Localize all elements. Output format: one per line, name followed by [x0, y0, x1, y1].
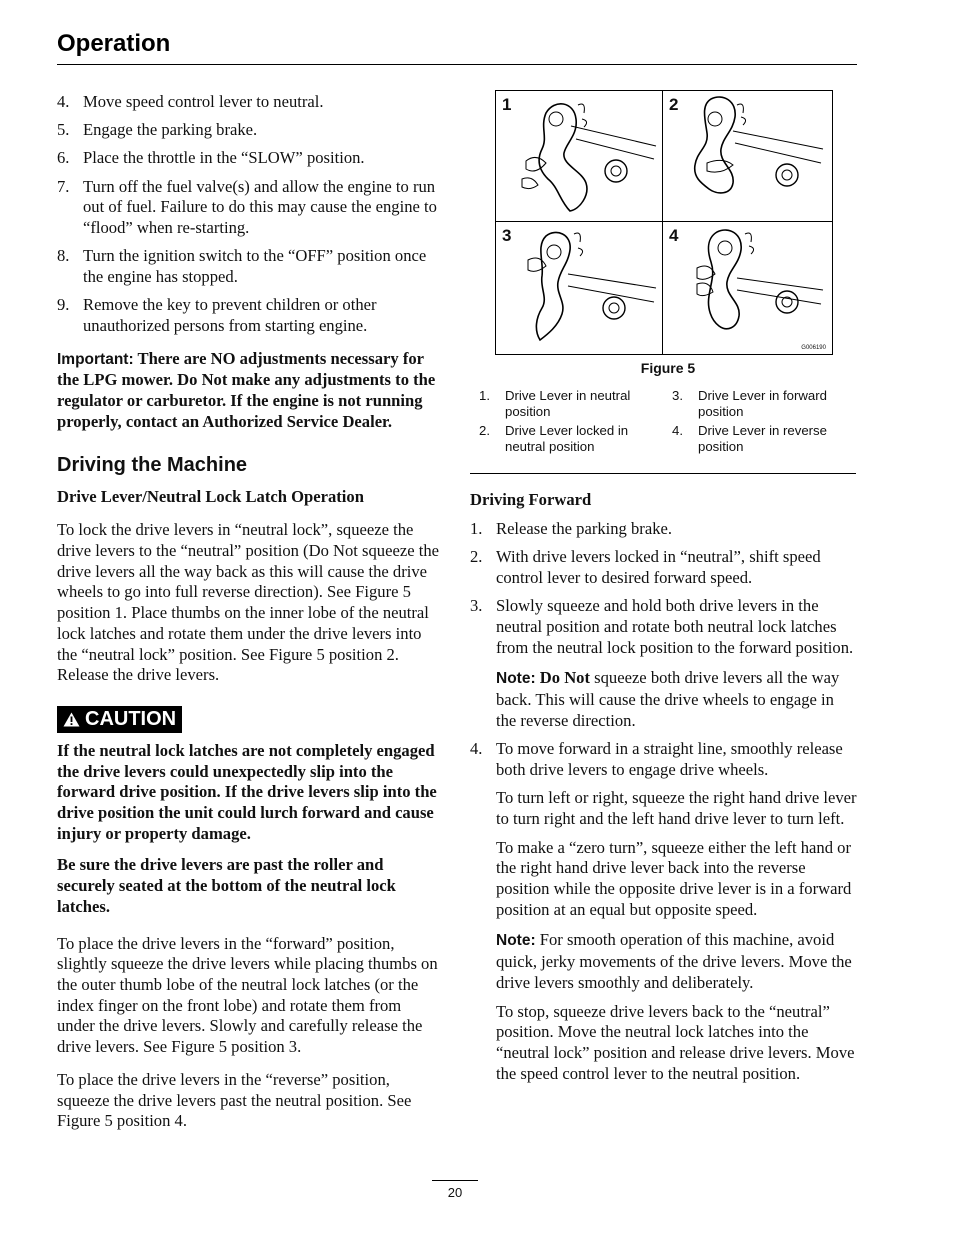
step-text: Move speed control lever to neutral.: [83, 92, 324, 111]
header-divider: [57, 64, 857, 65]
step-number: 6.: [57, 148, 70, 168]
drive-lever-neutral-illustration: [496, 91, 662, 221]
step-text: Turn off the fuel valve(s) and allow the engine to run out of fuel. Failure to do this may cause the engine to “flood” when re-starting.: [83, 176, 437, 238]
section-title: Driving the Machine: [57, 454, 248, 477]
page-title: Operation: [57, 30, 171, 57]
panel-number: 3: [502, 226, 512, 245]
paragraph: To place the drive levers in the “reverse” position, squeeze the drive levers past the neutral position. See Figure 5 position 4.: [57, 1069, 412, 1131]
caution-text: If the neutral lock latches are not completely engaged the drive levers could unexpectedly slip into the forward drive position. If the drive levers slip into the drive position the unit could lurch forward and cause injury or property damage.: [57, 740, 437, 843]
right-column: [470, 90, 858, 1092]
drive-lever-locked-illustration: [663, 91, 829, 221]
paragraph: To lock the drive levers in “neutral lock”, squeeze the drive levers to the “neutral” position (Do Not squeeze the drive levers all the way back as this will cause the drive wheels to go into full reverse direction). See Figure 5 position 1. Place thumbs on the inner lobe of the neutral lock latches and rotate them under the drive levers into the “neutral lock” position. See Figure 5 position 2. Release the drive levers.: [57, 520, 439, 685]
list-item: [57, 120, 443, 141]
step-text: Turn the ignition switch to the “OFF” position once the engine has stopped.: [83, 246, 427, 286]
note-text: squeeze both drive levers all the way back. This will cause the drive wheels to engage in the reverse direction.: [496, 668, 840, 730]
legend-item: 1. Drive Lever in neutral position: [479, 388, 631, 419]
caution-label: CAUTION: [85, 707, 177, 730]
important-text: There are NO adjustments necessary for the LPG mower. Do Not make any adjustments to the regulator or carburetor. If the engine is not running properly, contact an Authorized Service Dealer.: [57, 348, 436, 431]
figure-panel-1: [496, 91, 662, 221]
panel-number: 1: [502, 95, 512, 114]
note: [470, 930, 858, 993]
panel-number: 2: [669, 95, 679, 114]
drive-lever-forward-illustration: [496, 222, 662, 352]
driving-forward-steps-continued: [470, 739, 858, 780]
list-item: [57, 295, 443, 336]
figure-panel-2: [663, 91, 829, 221]
list-item: 3. Slowly squeeze and hold both drive levers in the neutral position and rotate both neutral lock latches from the neutral lock position to the forward position.: [470, 596, 854, 657]
note-text: For smooth operation of this machine, avoid quick, jerky movements of the drive levers. Move the drive levers smoothly and deliberately.: [496, 930, 852, 992]
paragraph: To place the drive levers in the “forward” position, slightly squeeze the drive levers while placing thumbs on the outer thumb lobe of the neutral lock latches (or the index finger on the front lobe) and rotate them from under the drive levers. Slowly and carefully release the drive levers. See Figure 5 position 3.: [57, 933, 438, 1057]
step-text: Engage the parking brake.: [83, 120, 258, 140]
subsection-title: Driving Forward: [470, 490, 592, 509]
figure-5: [495, 90, 833, 355]
note: [470, 668, 858, 731]
important-notice: [57, 349, 443, 433]
figure-panel-4: [663, 222, 829, 352]
list-item: 4. To move forward in a straight line, smoothly release both drive levers to engage drive wheels.: [470, 739, 843, 780]
step-number: 5.: [57, 120, 70, 140]
note-emphasis: Do Not: [539, 668, 591, 688]
figure-panel-3: [496, 222, 662, 352]
step-number: 4.: [57, 92, 70, 111]
list-item: 1. Release the parking brake.: [470, 519, 673, 538]
panel-number: 4: [669, 226, 679, 245]
step-number: 9.: [57, 295, 70, 315]
left-column: [57, 92, 443, 1144]
subsection-title: Drive Lever/Neutral Lock Latch Operation: [57, 487, 364, 507]
note-label: Note:: [496, 932, 536, 950]
legend-item: 2. Drive Lever locked in neutral position: [479, 423, 629, 454]
list-item: [57, 92, 443, 113]
driving-forward-steps: [470, 519, 858, 658]
list-item: 2. With drive levers locked in “neutral”, shift speed control lever to desired forward speed.: [470, 547, 821, 587]
footer-divider: [432, 1180, 478, 1181]
figure-divider: [470, 473, 856, 474]
paragraph: To turn left or right, squeeze the right hand drive lever to turn right and the left hand drive lever to turn left.: [496, 788, 857, 828]
figure-legend: [470, 388, 858, 455]
paragraph: To make a “zero turn”, squeeze either the left hand or the right hand drive lever back into the reverse position while the opposite drive lever is in a forward position at an equal but opposite speed.: [496, 837, 852, 919]
shutdown-steps-list: [57, 92, 443, 337]
step-text: Place the throttle in the “SLOW” position.: [83, 148, 365, 168]
note-label: Note:: [496, 670, 536, 688]
step-text: Remove the key to prevent children or other unauthorized persons from starting engine.: [83, 295, 377, 335]
legend-item: 4. Drive Lever in reverse position: [672, 423, 827, 454]
important-label: Important:: [57, 350, 134, 368]
caution-text: Be sure the drive levers are past the roller and securely seated at the bottom of the neutral lock latches.: [57, 855, 396, 916]
legend-item: 3. Drive Lever in forward position: [672, 388, 827, 419]
list-item: [57, 177, 443, 239]
caution-badge: [57, 706, 182, 733]
figure-code: G006190: [801, 345, 826, 351]
drive-lever-reverse-illustration: [663, 222, 829, 352]
page-number: 20: [447, 1185, 463, 1200]
step-number: 7.: [57, 176, 70, 196]
list-item: [57, 246, 443, 287]
paragraph: To stop, squeeze drive levers back to the “neutral” position. Move the neutral lock latches into the “neutral lock” position and release drive levers. Move the speed control lever to the neutral position.: [496, 1001, 855, 1083]
list-item: [57, 148, 443, 169]
step-number: 8.: [57, 246, 70, 266]
figure-caption: Figure 5: [640, 360, 696, 376]
warning-triangle-icon: [63, 712, 80, 727]
